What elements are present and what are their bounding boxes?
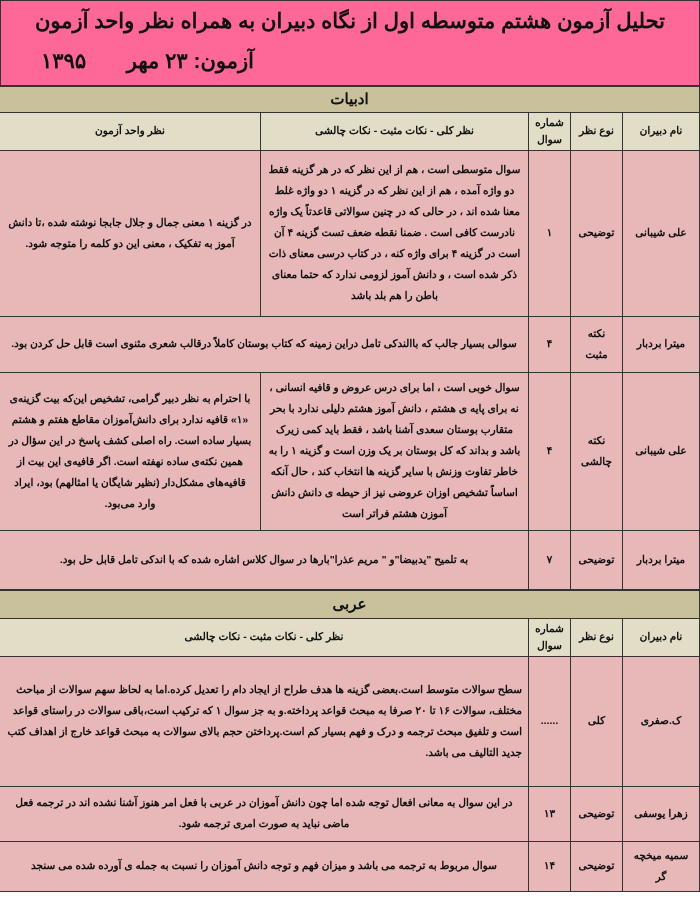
comment: سوال مربوط به ترجمه می باشد و میزان فهم و توجه دانش آموزان را نسبت به جمله ی آورده شده می سنجد [0,842,529,892]
comment-type: توضیحی [571,151,623,317]
teacher: ک.صفری [623,657,700,787]
teacher: سمیه میخچه گر [623,842,700,892]
table-row [0,317,700,373]
literature-table [0,86,700,590]
col-type: نوع نظر [571,619,623,657]
teacher: علی شیبانی [623,373,700,531]
arabic-table [0,590,700,892]
page-title: تحلیل آزمون هشتم متوسطه اول از نگاه دبیران به همراه نظر واحد آزمون [34,10,666,33]
table-row [0,373,700,531]
col-question: شماره سوال [529,619,571,657]
question-number: ۴ [529,317,571,373]
unit-comment: در گزینه ۱ معنی جمال و جلال جابجا نوشته شده ،تا دانش آموز به تفکیک ، معنی این دو کلمه را متوجه شود. [0,151,261,317]
comment: سطح سوالات متوسط است.بعضی گزینه ها هدف طراح از ایجاد دام را تعدیل کرده.اما به لحاظ سهم سوالات از مباحث مختلف، سوالات ۱۶ تا ۲۰ صرفا به مبحث قواعد پرداخته.و به جز سوال ۱ که ترکیب است،باقی سوالات در راستای قواعد است و تلفیق مبحث ترجمه و درک و فهم بسیار کم است.پرداختن حجم بالای سوالات به مبحث قواعد خارج از اهداف کتب جدید التالیف می باشد. [0,657,529,787]
table-row [0,787,700,842]
col-teacher: نام دبیران [623,113,700,151]
comment-type: نکته چالشی [571,373,623,531]
col-teacher: نام دبیران [623,619,700,657]
unit-comment: با احترام به نظر دبیر گرامی، تشخیص این‌که بیت گزینه‌ی «۱» قافیه ندارد برای دانش‌آموزان مقاطع هفتم و هشتم بسیار ساده است. راه اصلی کشف پاسخ در این سؤال در همین نکته‌ی ساده نهفته است. اگر قافیه‌ی این بیت از قافیه‌های مشکل‌دار (نظیر شایگان یا امثالهم) بود، ایراد وارد می‌بود. [0,373,261,531]
teacher: زهرا یوسفی [623,787,700,842]
col-comment: نظر کلی - نکات مثبت - نکات چالشی [261,113,529,151]
table-row [0,842,700,892]
col-type: نوع نظر [571,113,623,151]
col-question: شماره سوال [529,113,571,151]
question-number: ۱ [529,151,571,317]
comment: سوال خوبی است ، اما برای درس عروض و قافیه انسانی ، نه برای پایه ی هشتم ، دانش آموز هشتم دلیلی ندارد با بحر متقارب بوستان سعدی آشنا باشد ، فقط باید کمی زیرک باشد و بداند که کل بوستان بر یک وزن است و گزینه ۱ را به خاطر تفاوت وزنش با سایر گزینه ها انتخاب کند ، حال آنکه اساساً تشخیص اوزان عروضی نیز از حیطه ی دانش دانش آموزن هشتم فراتر است [261,373,529,531]
teacher: میترا بردبار [623,531,700,590]
table-row [0,531,700,590]
question-number: ۴ [529,373,571,531]
question-number: ...... [529,657,571,787]
comment-type: توضیحی [571,787,623,842]
table-row [0,657,700,787]
title-banner [0,0,700,86]
col-comment: نظر کلی - نکات مثبت - نکات چالشی [0,619,529,657]
section-title: ادبیات [0,87,700,113]
comment-type: نکته مثبت [571,317,623,373]
col-unit-comment: نظر واحد آزمون [0,113,261,151]
section-title: عربی [0,591,700,619]
comment-type: توضیحی [571,531,623,590]
table-row [0,151,700,317]
comment-type: توضیحی [571,842,623,892]
question-number: ۱۴ [529,842,571,892]
comment: سوال متوسطی است ، هم از این نظر که در هر گزینه فقط دو واژه آمده ، هم از این نظر که در گزینه ۱ دو واژه غلط معنا شده اند ، در حالی که در چنین سوالاتی قاعدتاً یک واژه نادرست کافی است . ضمنا نقطه ضعف تست گزینه ۴ آن است در گزینه ۴ برای واژه کنه ، در کتاب درسی معنای ذات ذکر شده است ، و دانش آموز لزومی ندارد که حتما معنای باطن را هم بلد باشد [261,151,529,317]
question-number: ۱۳ [529,787,571,842]
teacher: علی شیبانی [623,151,700,317]
comment-type: کلی [571,657,623,787]
exam-date: آزمون: ۲۳ مهر [126,50,254,73]
teacher: میترا بردبار [623,317,700,373]
comment: در این سوال به معانی افعال توجه شده اما چون دانش آموزان در عربی با فعل امر هنوز آشنا نشده اند در ترجمه فعل ماضی نباید به صورت امری ترجمه شود. [0,787,529,842]
question-number: ۷ [529,531,571,590]
exam-year: ۱۳۹۵ [41,50,87,73]
comment: سوالی بسیار جالب که باالندکی تامل دراین زمینه که کتاب بوستان کاملاً درقالب شعری مثنوی است قابل حل کردن بود. [0,317,529,373]
comment: به تلمیح "یدبیضا"و " مریم عذرا"بارها در سوال کلاس اشاره شده که با اندکی تامل قابل حل بود. [0,531,529,590]
